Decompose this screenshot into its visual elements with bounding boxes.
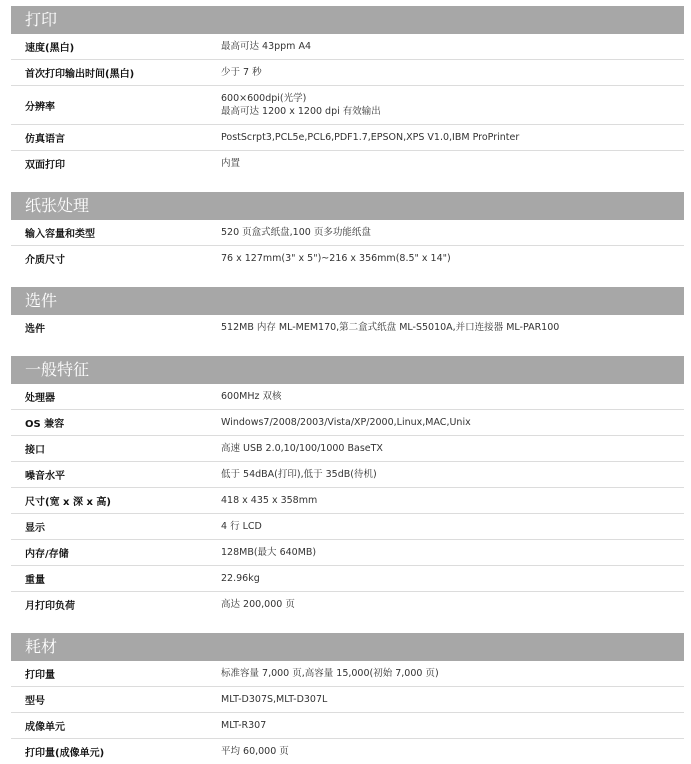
spec-value: MLT-R307	[221, 720, 267, 731]
section-options	[11, 287, 684, 340]
spec-row	[11, 384, 684, 410]
spec-row	[11, 315, 684, 340]
spec-row	[11, 687, 684, 713]
spec-row	[11, 540, 684, 566]
spec-value: 600×600dpi(光学) 最高可达 1200 x 1200 dpi 有效输出	[221, 93, 381, 117]
spec-label: 打印量	[25, 670, 55, 681]
spec-label: 重量	[25, 575, 45, 586]
spec-value: 内置	[221, 158, 241, 169]
spec-row	[11, 436, 684, 462]
spec-label: 处理器	[25, 393, 55, 404]
spec-row	[11, 34, 684, 60]
spec-label: 噪音水平	[25, 471, 65, 482]
spec-row	[11, 125, 684, 151]
spec-value: 低于 54dBA(打印),低于 35dB(待机)	[221, 469, 377, 480]
spec-label: 首次打印输出时间(黑白)	[25, 69, 135, 80]
spec-value: 520 页盒式纸盘,100 页多功能纸盘	[221, 227, 371, 238]
spec-row	[11, 246, 684, 271]
spec-label: 介质尺寸	[25, 255, 65, 266]
spec-row	[11, 488, 684, 514]
spec-label: 尺寸(宽 x 深 x 高)	[25, 497, 111, 508]
spec-value: 平均 60,000 页	[221, 746, 289, 757]
spec-value: 少于 7 秒	[221, 67, 262, 78]
spec-row	[11, 566, 684, 592]
section-consumables	[11, 633, 684, 764]
spec-value: 最高可达 43ppm A4	[221, 41, 311, 52]
spec-value: PostScrpt3,PCL5e,PCL6,PDF1.7,EPSON,XPS V1.0,IBM ProPrinter	[221, 132, 520, 143]
spec-value: 128MB(最大 640MB)	[221, 547, 317, 558]
spec-value: Windows7/2008/2003/Vista/XP/2000,Linux,MAC,Unix	[221, 417, 471, 428]
spec-value: 600MHz 双核	[221, 391, 282, 402]
spec-row	[11, 713, 684, 739]
spec-value: 4 行 LCD	[221, 521, 262, 532]
section-header: 一般特征	[11, 356, 684, 384]
spec-label: 分辨率	[25, 101, 55, 113]
spec-value: MLT-D307S,MLT-D307L	[221, 694, 328, 705]
section-general-features	[11, 356, 684, 617]
section-header: 打印	[11, 6, 684, 34]
spec-label: 内存/存储	[25, 549, 69, 560]
section-header: 耗材	[11, 633, 684, 661]
spec-value: 高达 200,000 页	[221, 599, 295, 610]
spec-value: 高速 USB 2.0,10/100/1000 BaseTX	[221, 443, 383, 454]
spec-value: 418 x 435 x 358mm	[221, 495, 318, 506]
spec-row	[11, 661, 684, 687]
spec-label: 月打印负荷	[25, 601, 75, 612]
spec-table	[11, 6, 684, 764]
spec-value: 512MB 内存 ML-MEM170,第二盒式纸盘 ML-S5010A,并口连接器 ML-PAR100	[221, 322, 560, 333]
spec-row	[11, 514, 684, 540]
spec-label: 输入容量和类型	[25, 229, 95, 240]
spec-row	[11, 86, 684, 125]
spec-row	[11, 220, 684, 246]
spec-value: 76 x 127mm(3" x 5")~216 x 356mm(8.5" x 14")	[221, 253, 451, 264]
section-header: 纸张处理	[11, 192, 684, 220]
spec-label: 型号	[25, 696, 45, 707]
spec-row	[11, 739, 684, 764]
spec-label: OS 兼容	[25, 419, 65, 430]
spec-value: 22.96kg	[221, 573, 260, 584]
spec-label: 选件	[25, 324, 45, 335]
spec-label: 双面打印	[25, 160, 65, 171]
section-header: 选件	[11, 287, 684, 315]
spec-label: 速度(黑白)	[25, 43, 75, 54]
spec-row	[11, 462, 684, 488]
spec-label: 接口	[25, 445, 45, 456]
spec-row	[11, 410, 684, 436]
spec-row	[11, 60, 684, 86]
spec-label: 显示	[25, 523, 45, 534]
spec-row	[11, 592, 684, 617]
spec-row	[11, 151, 684, 176]
spec-value: 标准容量 7,000 页,高容量 15,000(初始 7,000 页)	[221, 668, 439, 679]
spec-label: 成像单元	[25, 722, 65, 733]
section-print	[11, 6, 684, 176]
spec-label: 打印量(成像单元)	[25, 748, 105, 759]
spec-label: 仿真语言	[25, 134, 65, 145]
section-paper-handling	[11, 192, 684, 271]
